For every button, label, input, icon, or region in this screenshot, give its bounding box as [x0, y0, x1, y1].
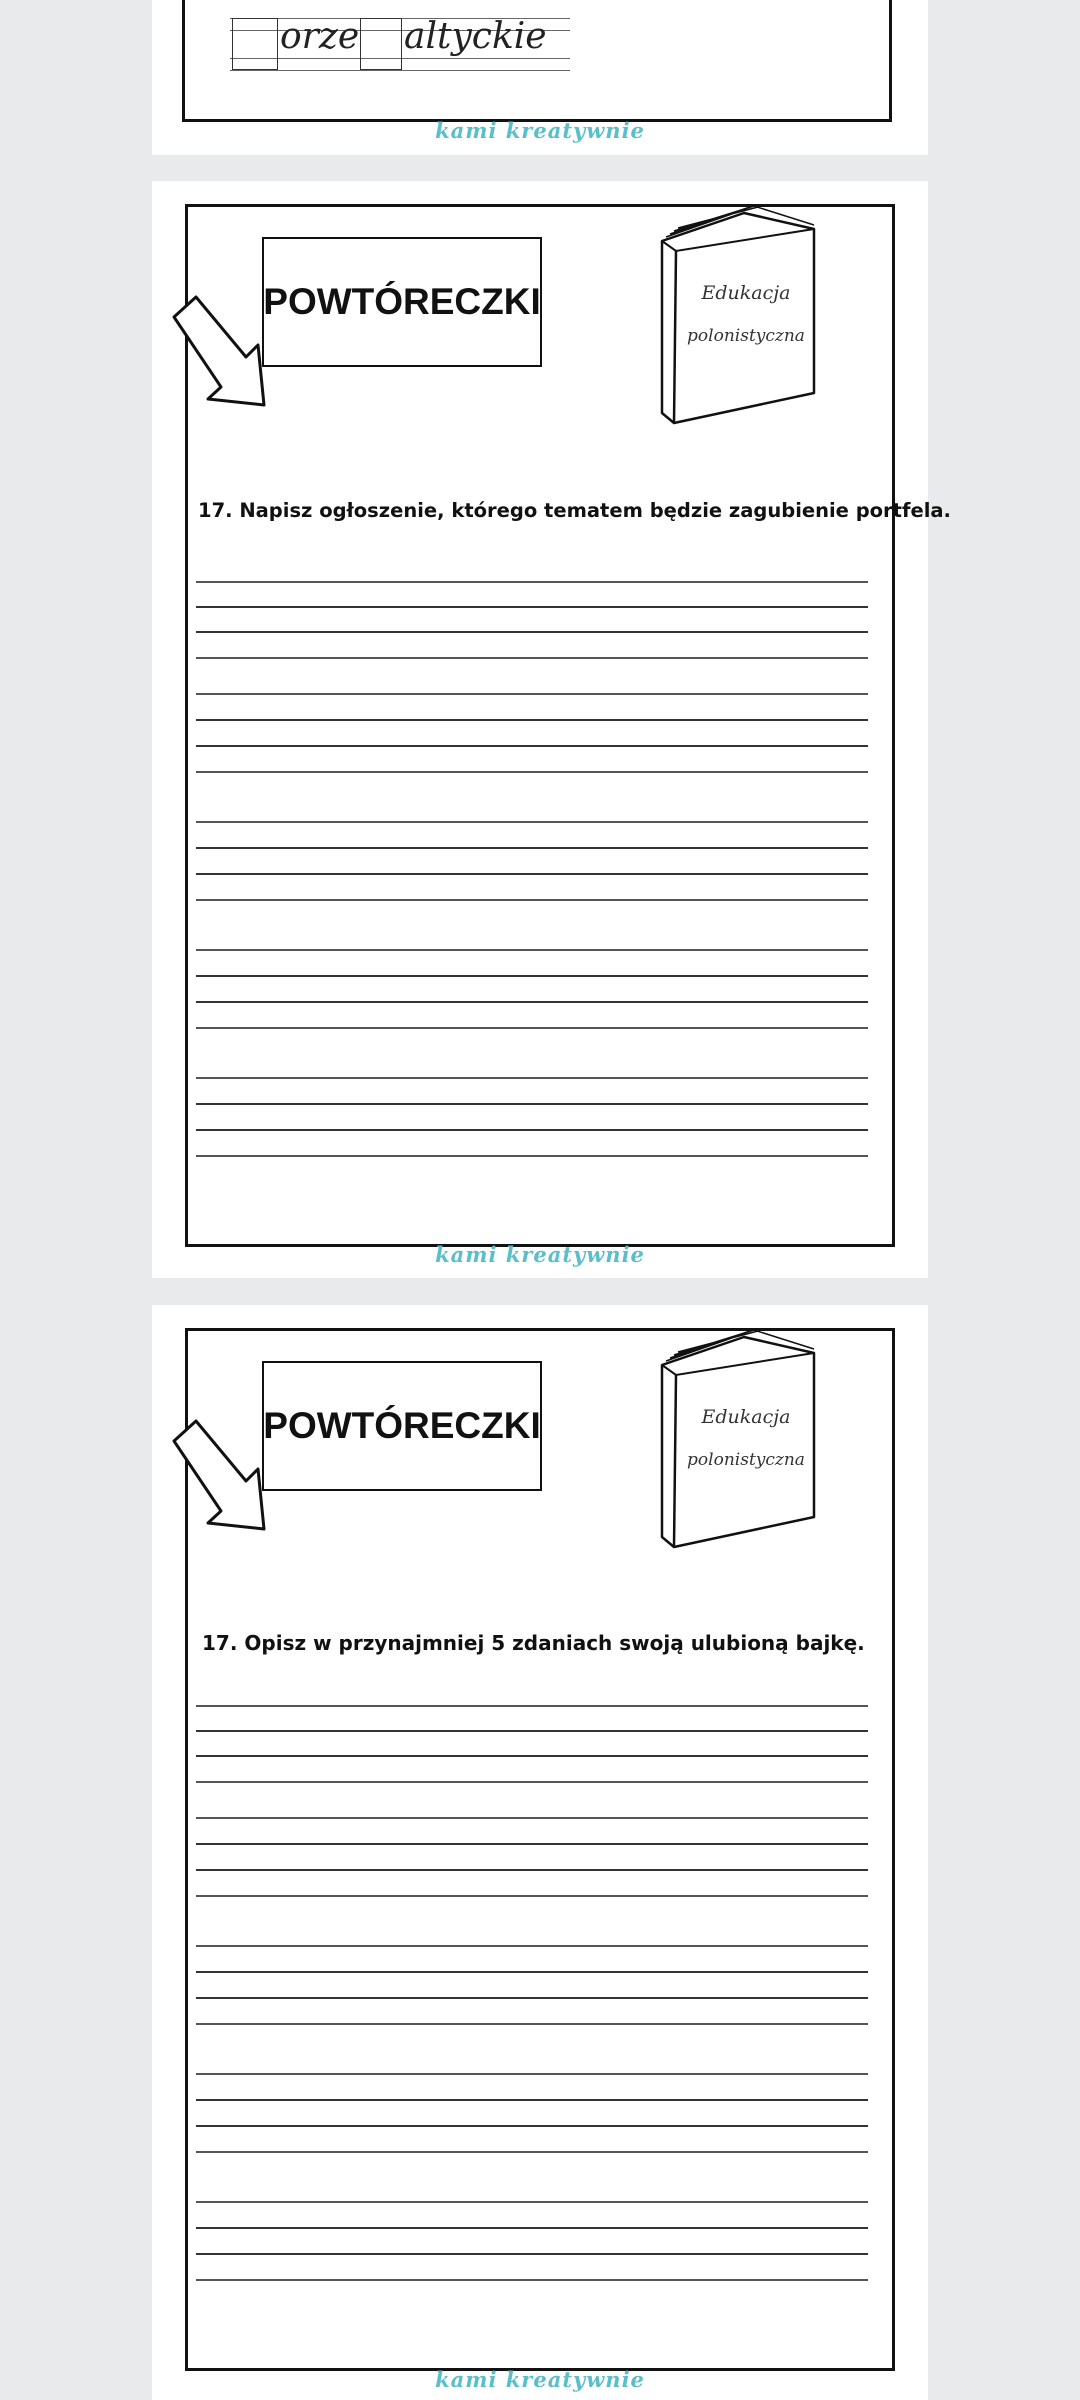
- writing-line: [196, 1001, 868, 1003]
- writing-line: [196, 1077, 868, 1079]
- writing-line: [196, 847, 868, 849]
- worksheet-title: POWTÓRECZKI: [262, 237, 542, 367]
- writing-line: [196, 1730, 868, 1732]
- writing-line: [196, 745, 868, 747]
- writing-line: [196, 1129, 868, 1131]
- footer-brand: kami kreatywnie: [435, 1242, 645, 1267]
- writing-line: [196, 1945, 868, 1947]
- writing-line: [196, 1843, 868, 1845]
- writing-line: [196, 1781, 868, 1783]
- writing-line: [196, 1027, 868, 1029]
- handwriting-practice-row: [230, 18, 570, 78]
- writing-line: [196, 581, 868, 583]
- writing-line: [196, 873, 868, 875]
- writing-line: [196, 631, 868, 633]
- worksheet-page: [152, 1305, 928, 2400]
- book-label-line2: polonistyczna: [687, 326, 805, 346]
- writing-line: [196, 1817, 868, 1819]
- writing-line: [196, 657, 868, 659]
- task-prompt: 17. Napisz ogłoszenie, którego tematem będzie zagubienie portfela.: [198, 499, 951, 522]
- writing-line: [196, 693, 868, 695]
- writing-lines: [196, 581, 868, 1181]
- book-label-line2: polonistyczna: [687, 1450, 805, 1470]
- footer-brand: kami kreatywnie: [435, 118, 645, 143]
- arrow-icon: [166, 287, 276, 417]
- cursive-word: orze: [280, 16, 360, 57]
- worksheet-page: [152, 181, 951, 1278]
- writing-line: [196, 899, 868, 901]
- writing-line: [196, 1155, 868, 1157]
- writing-line: [196, 1755, 868, 1757]
- writing-line: [196, 1895, 868, 1897]
- writing-line: [196, 1997, 868, 1999]
- writing-line: [196, 606, 868, 608]
- writing-line: [196, 821, 868, 823]
- task-prompt: 17. Opisz w przynajmniej 5 zdaniach swoją ulubioną bajkę.: [202, 1631, 865, 1655]
- writing-line: [196, 2099, 868, 2101]
- writing-line: [196, 975, 868, 977]
- writing-line: [196, 2227, 868, 2229]
- writing-line: [196, 2073, 868, 2075]
- writing-line: [196, 771, 868, 773]
- footer-brand: kami kreatywnie: [435, 2367, 645, 2392]
- book-label-line1: Edukacja: [701, 1406, 791, 1428]
- writing-line: [196, 2279, 868, 2281]
- writing-line: [196, 949, 868, 951]
- book-label-line1: Edukacja: [701, 282, 791, 304]
- writing-line: [196, 2023, 868, 2025]
- writing-line: [196, 2253, 868, 2255]
- writing-line: [196, 2125, 868, 2127]
- book-icon: [654, 1327, 824, 1567]
- letter-box: [232, 18, 278, 70]
- worksheet-page-partial: [152, 0, 928, 155]
- writing-line: [196, 719, 868, 721]
- book-icon: [654, 203, 824, 443]
- letter-box: [360, 18, 402, 70]
- cursive-word: altyckie: [404, 16, 547, 57]
- writing-line: [196, 1869, 868, 1871]
- arrow-icon: [166, 1411, 276, 1541]
- writing-line: [196, 1103, 868, 1105]
- writing-line: [196, 1705, 868, 1707]
- writing-line: [196, 1971, 868, 1973]
- writing-line: [196, 2151, 868, 2153]
- worksheet-title: POWTÓRECZKI: [262, 1361, 542, 1491]
- writing-line: [196, 2201, 868, 2203]
- writing-lines: [196, 1705, 868, 2305]
